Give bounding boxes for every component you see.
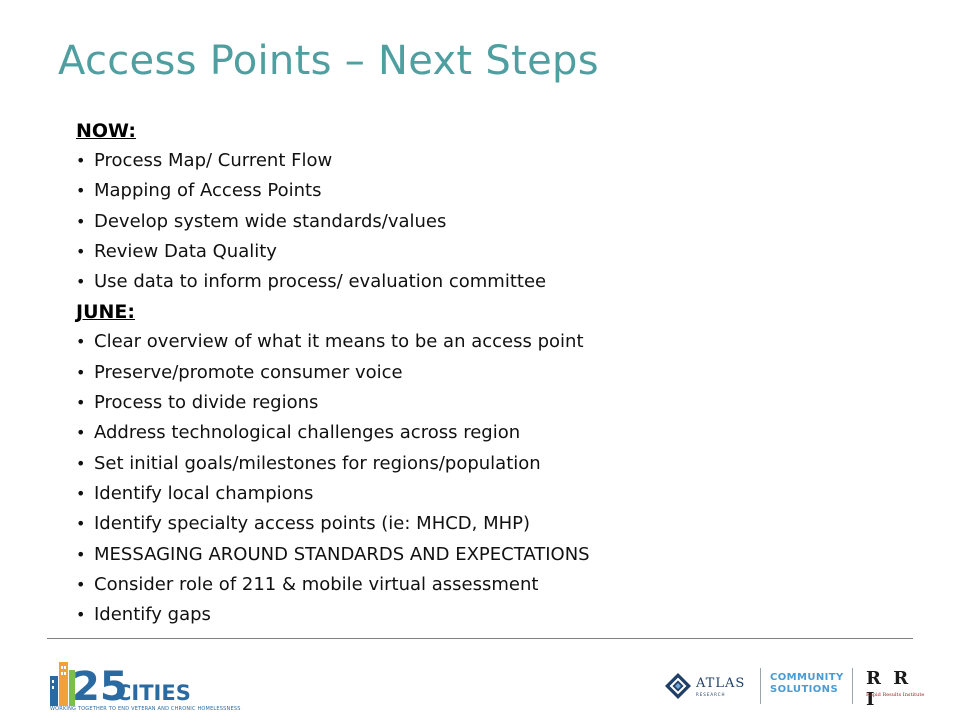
list-item: • Identify local champions <box>76 479 916 509</box>
logo-tagline: WORKING TOGETHER TO END VETERAN AND CHRONIC HOMELESSNESS <box>50 706 241 712</box>
logo-divider <box>852 668 853 704</box>
list-item: • MESSAGING AROUND STANDARDS AND EXPECTATIONS <box>76 540 916 570</box>
list-item: • Clear overview of what it means to be an access point <box>76 327 916 357</box>
list-item: • Preserve/promote consumer voice <box>76 358 916 388</box>
logo-25-number: 25 <box>72 664 128 710</box>
june-bullet-list <box>76 327 916 630</box>
cs-line1: COMMUNITY <box>770 672 844 683</box>
community-solutions-logo <box>770 672 844 696</box>
logo-cities-word: CITIES <box>116 681 191 705</box>
partner-logos <box>660 664 925 710</box>
section-heading-june: JUNE: <box>76 301 135 324</box>
logo-divider <box>760 668 761 704</box>
list-item: • Consider role of 211 & mobile virtual assessment <box>76 570 916 600</box>
rri-logo-sub: Rapid Results Institute <box>866 692 925 698</box>
atlas-logo-name: ATLAS <box>696 676 746 691</box>
cs-line2: SOLUTIONS <box>770 684 839 695</box>
list-item: • Mapping of Access Points <box>76 176 916 206</box>
section-heading-now: NOW: <box>76 120 137 142</box>
slide-title: Access Points – Next Steps <box>58 38 599 84</box>
footer-divider <box>47 638 913 639</box>
list-item: • Review Data Quality <box>76 237 916 267</box>
list-item: • Set initial goals/milestones for regions/population <box>76 449 916 479</box>
atlas-logo-sub: RESEARCH <box>696 692 726 697</box>
list-item: • Process to divide regions <box>76 388 916 418</box>
list-item: • Use data to inform process/ evaluation committee <box>76 267 916 297</box>
list-item: • Develop system wide standards/values <box>76 207 916 237</box>
list-item: • Address technological challenges across region <box>76 418 916 448</box>
rri-logo: R R I <box>866 668 912 710</box>
now-bullet-list <box>76 146 916 297</box>
25-cities-logo <box>50 654 191 710</box>
atlas-diamond-icon <box>664 672 692 700</box>
list-item: • Process Map/ Current Flow <box>76 146 916 176</box>
list-item: • Identify specialty access points (ie: MHCD, MHP) <box>76 509 916 539</box>
slide-content <box>76 116 916 630</box>
list-item: • Identify gaps <box>76 600 916 630</box>
